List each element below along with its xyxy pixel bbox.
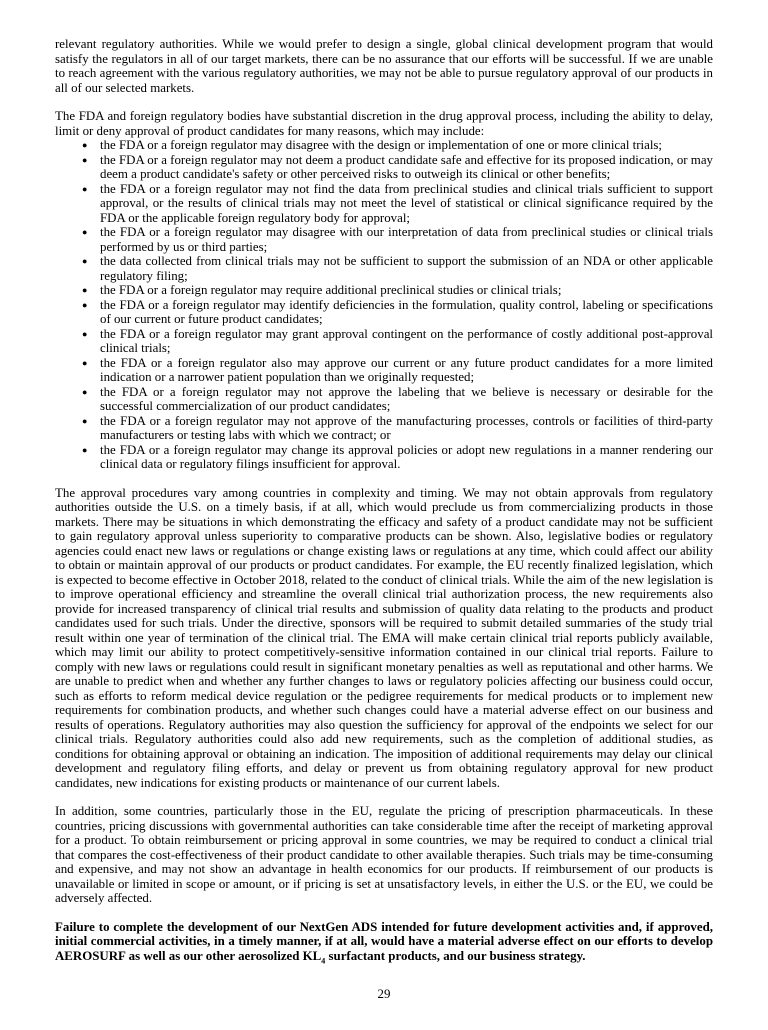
bullet-text: the FDA or a foreign regulator may disagree with the design or implementation of one or more clinical trials; [100,138,663,152]
list-item [55,225,713,254]
list-item [55,182,713,226]
list-item [55,298,713,327]
bullet-icon: ● [82,357,88,368]
list-item [55,443,713,472]
list-item [55,327,713,356]
paragraph-approval-procedures: The approval procedures vary among countries in complexity and timing. We may not obtain approvals from regulatory authorities outside the U.S. on a timely basis, if at all, which would preclude us from commercializing products in those markets. There may be situations in which demonstrating the efficacy and safety of a product candidate may not be sufficient to gain regulatory approval unless superiority to comparative products can be shown. Also, legislative bodies or regulatory agencies could enact new laws or regulations or change existing laws or regulations at any time, which could affect our ability to obtain or maintain approval of our products or product candidates. For example, the EU recently finalized legislation, which is expected to become effective in October 2018, related to the conduct of clinical trials. While the aim of the new legislation is to improve operational efficiency and streamline the overall clinical trial authorization process, the new requirements also provide for increased transparency of clinical trial results and submission of quality data relating to the products and product candidates used for such trials. Under the directive, sponsors will be required to submit detailed summaries of the study trial result within one year of termination of the clinical trial. The EMA will make certain clinical trial reports publicly available, which may limit our ability to protect competitively-sensitive information contained in our clinical trial reports. Failure to comply with new laws or regulations could result in significant monetary penalties as well as reputational and other harms. We are unable to predict when and whether any further changes to laws or regulatory policies affecting our business could occur, such as efforts to reform medical device regulation or the pedigree requirements for medical products or to implement new requirements for combination products, and whether such changes could have a material adverse effect on our business and results of operations. Regulatory authorities may also question the sufficiency for approval of the endpoints we select for our clinical trials. Regulatory authorities could also add new requirements, such as the completion of additional studies, as conditions for obtaining approval or obtaining an indication. The imposition of additional requirements may delay our clinical development and regulatory filing efforts, and delay or prevent us from obtaining regulatory approval for new product candidates, new indications for existing products or maintenance of our current labels. [55,485,713,790]
bullet-icon: ● [82,444,88,455]
bullet-icon: ● [82,227,88,237]
paragraph-continuation: relevant regulatory authorities. While we would prefer to design a single, global clinical development program that would satisfy the regulators in all of our target markets, there can be no assurance that our efforts will be successful. If we are unable to reach agreement with the various regulatory authorities, we may not be able to pursue regulatory approval of our products in all of our selected markets. [55,37,713,95]
bullet-icon: ● [82,285,88,295]
bullet-icon: ● [82,386,88,397]
paragraph-eu-pricing: In addition, some countries, particularly those in the EU, regulate the pricing of prescription pharmaceuticals. In these countries, pricing discussions with governmental authorities can take considerable time after the receipt of marketing approval for a product. To obtain reimbursement or pricing approval in some countries, we may be required to conduct a clinical trial that compares the cost-effectiveness of their product candidate to other available therapies. Such trials may be time-consuming and expensive, and may not show an advantage in health economics for our products. If reimbursement of our products is unavailable or limited in scope or amount, or if pricing is set at unsatisfactory levels, in either the U.S. or the EU, we could be adversely affected. [55,804,713,905]
bullet-text: the FDA or a foreign regulator may identify deficiencies in the formulation, quality control, labeling or specifications of our current or future product candidates; [100,297,713,326]
fda-reasons-list [55,138,713,472]
list-item [55,153,713,182]
bullet-text: the FDA or a foreign regulator may not find the data from preclinical studies and clinical trials sufficient to support approval, or the results of clinical trials may not meet the level of statistical or clinical significance required by the FDA or the applicable foreign regulatory body for approval; [100,181,713,225]
bullet-text: the FDA or a foreign regulator may not approve the labeling that we believe is necessary or desirable for the successful commercialization of our product candidates; [100,384,713,413]
bullet-icon: ● [82,256,88,266]
list-item [55,414,713,443]
paragraph-risk-heading [55,920,713,964]
bullet-text: the FDA or a foreign regulator may require additional preclinical studies or clinical trials; [100,283,562,297]
bullet-text: the FDA or a foreign regulator may not deem a product candidate safe and effective for its proposed indication, or may deem a product candidate's safety or other perceived risks to outweigh its clinical or other benefits; [100,152,713,181]
bullet-text: the FDA or a foreign regulator may not approve of the manufacturing processes, controls or facilities of third-party manufacturers or testing labs with which we contract; or [100,413,713,442]
bullet-icon: ● [82,140,88,150]
list-item [55,254,713,283]
bullet-icon: ● [82,154,88,165]
kl4-subscript: 4 [321,956,326,966]
bullet-icon: ● [82,328,88,339]
list-item [55,385,713,414]
list-item [55,138,713,153]
bullet-text: the FDA or a foreign regulator may change its approval policies or adopt new regulations in a manner rendering our clinical data or regulatory filings insufficient for approval. [100,442,713,471]
risk-heading-part2: surfactant products, and our business strategy. [325,948,586,963]
paragraph-fda-intro: The FDA and foreign regulatory bodies have substantial discretion in the drug approval process, including the ability to delay, limit or deny approval of product candidates for many reasons, which may include: [55,109,713,138]
bullet-icon: ● [82,415,88,426]
risk-heading-part1: Failure to complete the development of our NextGen ADS intended for future development activities and, if approved, initial commercial activities, in a timely manner, if at all, would have a material adverse effect on our efforts to develop AEROSURF as well as our other aerosolized KL [55,919,713,963]
bullet-text: the data collected from clinical trials may not be sufficient to support the submission of an NDA or other applicable regulatory filing; [100,254,713,283]
bullet-text: the FDA or a foreign regulator may grant approval contingent on the performance of costly additional post-approval clinical trials; [100,326,713,355]
list-item [55,356,713,385]
page-footer [55,977,713,1002]
bullet-text: the FDA or a foreign regulator may disagree with our interpretation of data from preclinical studies or clinical trials performed by us or third parties; [100,225,713,254]
list-item [55,283,713,298]
page-number: 29 [377,987,391,1001]
bullet-icon: ● [82,299,88,310]
bullet-icon: ● [82,183,88,194]
bullet-text: the FDA or a foreign regulator also may approve our current or any future product candidates for a more limited indication or a narrower patient population than we originally requested; [100,355,713,384]
